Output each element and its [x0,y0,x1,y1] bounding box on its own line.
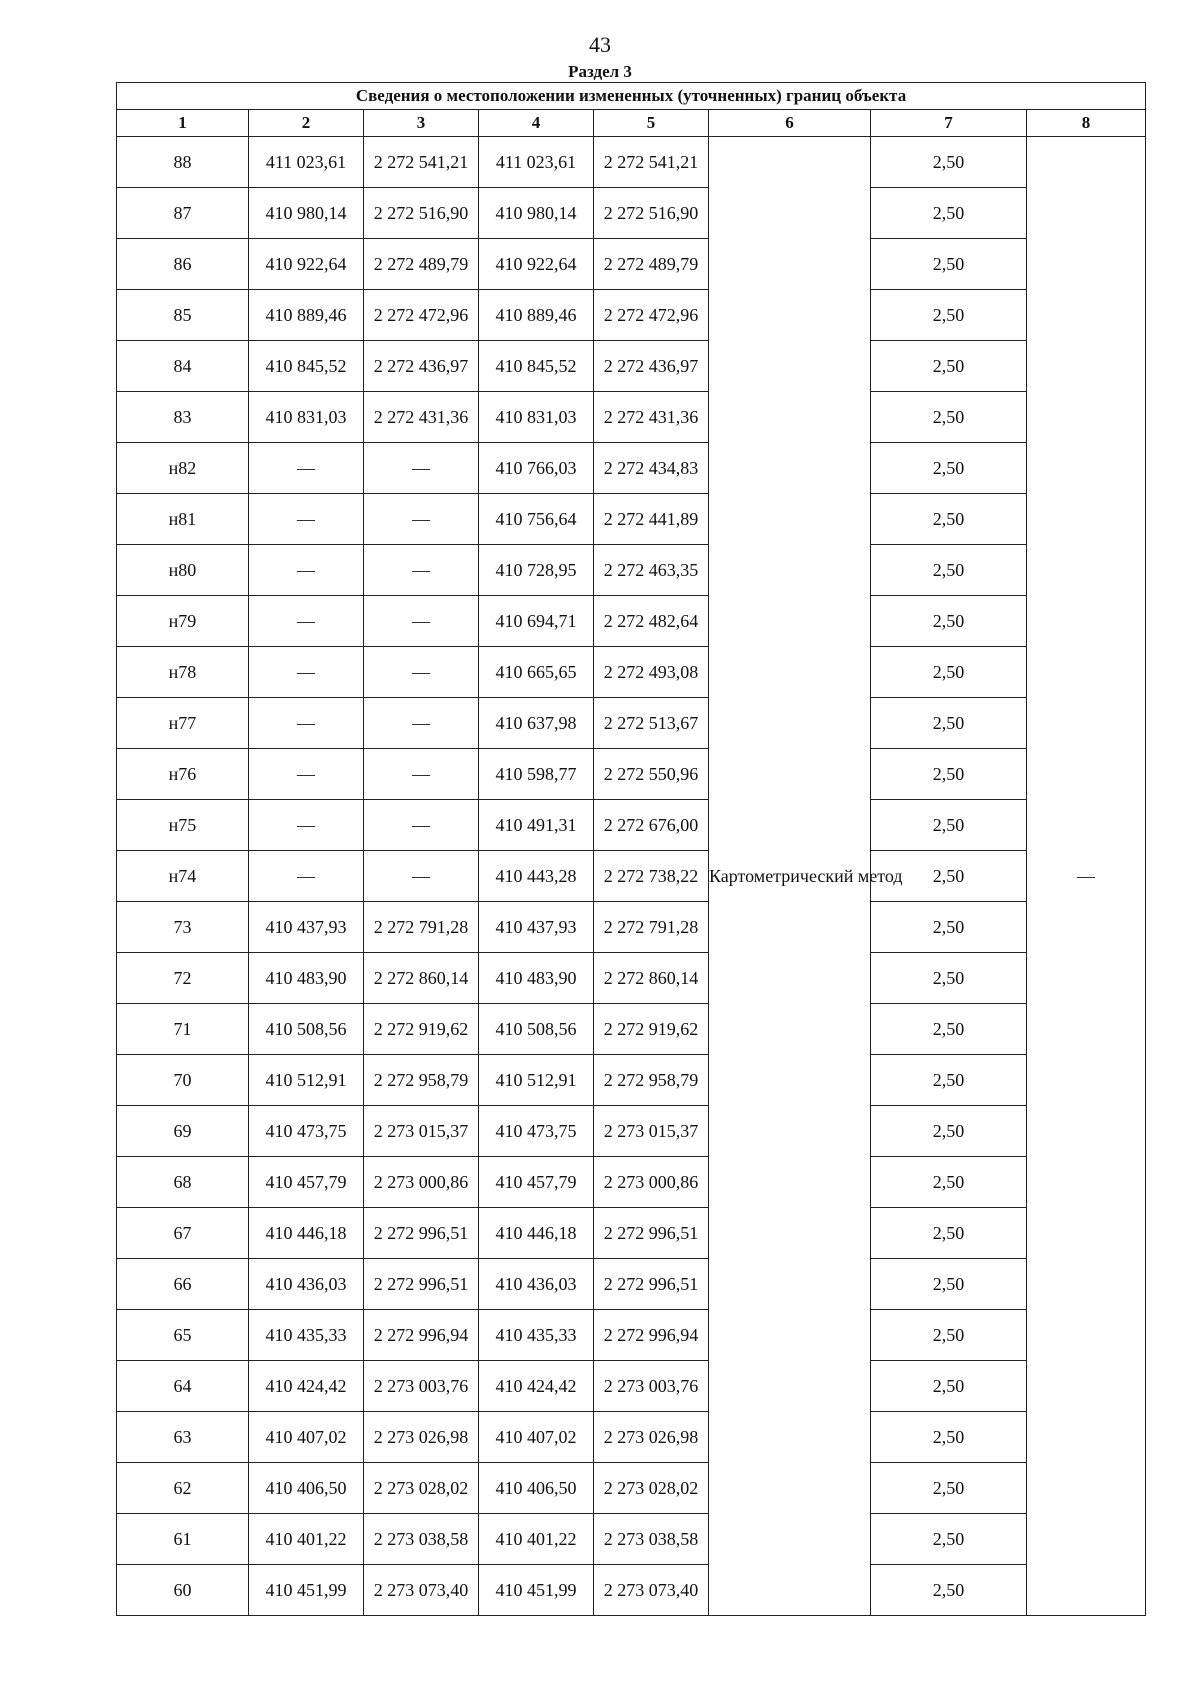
new-x-cell: 410 401,22 [479,1514,594,1565]
point-number-cell: н79 [117,596,249,647]
old-y-cell: 2 272 860,14 [364,953,479,1004]
old-y-cell: 2 272 431,36 [364,392,479,443]
old-y-cell: — [364,647,479,698]
old-y-cell: 2 272 489,79 [364,239,479,290]
new-x-cell: 410 665,65 [479,647,594,698]
old-x-cell: — [249,800,364,851]
table-row [117,596,1146,647]
new-y-cell: 2 272 472,96 [594,290,709,341]
point-number-cell: 61 [117,1514,249,1565]
table-row [117,698,1146,749]
old-y-cell: 2 273 028,02 [364,1463,479,1514]
column-number-header: 5 [594,110,709,137]
point-number-cell: 72 [117,953,249,1004]
point-number-cell: н78 [117,647,249,698]
old-y-cell: 2 273 073,40 [364,1565,479,1616]
new-x-cell: 410 766,03 [479,443,594,494]
boundary-coordinates-table [116,82,1146,1616]
accuracy-cell: 2,50 [871,239,1027,290]
accuracy-cell: 2,50 [871,341,1027,392]
old-y-cell: 2 272 996,51 [364,1208,479,1259]
point-number-cell: 87 [117,188,249,239]
point-number-cell: 67 [117,1208,249,1259]
new-x-cell: 410 436,03 [479,1259,594,1310]
new-x-cell: 410 889,46 [479,290,594,341]
new-x-cell: 410 728,95 [479,545,594,596]
new-x-cell: 410 831,03 [479,392,594,443]
point-number-cell: 86 [117,239,249,290]
accuracy-cell: 2,50 [871,1361,1027,1412]
accuracy-cell: 2,50 [871,1157,1027,1208]
point-number-cell: н80 [117,545,249,596]
old-x-cell: 410 922,64 [249,239,364,290]
new-x-cell: 410 407,02 [479,1412,594,1463]
new-x-cell: 410 508,56 [479,1004,594,1055]
old-x-cell: 410 436,03 [249,1259,364,1310]
point-number-cell: 71 [117,1004,249,1055]
new-x-cell: 410 598,77 [479,749,594,800]
table-row [117,1412,1146,1463]
old-x-cell: 410 407,02 [249,1412,364,1463]
accuracy-cell: 2,50 [871,494,1027,545]
old-y-cell: 2 272 958,79 [364,1055,479,1106]
new-y-cell: 2 272 493,08 [594,647,709,698]
old-y-cell: 2 272 919,62 [364,1004,479,1055]
new-y-cell: 2 273 073,40 [594,1565,709,1616]
column-number-header: 1 [117,110,249,137]
table-row [117,800,1146,851]
accuracy-cell: 2,50 [871,1514,1027,1565]
accuracy-cell: 2,50 [871,188,1027,239]
new-x-cell: 410 922,64 [479,239,594,290]
accuracy-cell: 2,50 [871,953,1027,1004]
accuracy-cell: 2,50 [871,749,1027,800]
table-row [117,953,1146,1004]
point-number-cell: 63 [117,1412,249,1463]
old-x-cell: 410 512,91 [249,1055,364,1106]
point-number-cell: 65 [117,1310,249,1361]
page-number: 43 [589,32,611,57]
new-x-cell: 410 424,42 [479,1361,594,1412]
table-row [117,137,1146,188]
table-row [117,1565,1146,1616]
table-row [117,545,1146,596]
column-8-cell: — [1027,137,1146,1616]
old-y-cell: — [364,596,479,647]
accuracy-cell: 2,50 [871,1004,1027,1055]
old-x-cell: 410 424,42 [249,1361,364,1412]
new-x-cell: 410 637,98 [479,698,594,749]
old-y-cell: 2 272 516,90 [364,188,479,239]
new-x-cell: 410 483,90 [479,953,594,1004]
table-row [117,494,1146,545]
new-y-cell: 2 273 015,37 [594,1106,709,1157]
point-number-cell: 62 [117,1463,249,1514]
accuracy-cell: 2,50 [871,800,1027,851]
new-y-cell: 2 272 996,51 [594,1208,709,1259]
new-x-cell: 410 845,52 [479,341,594,392]
column-number-row [117,110,1146,137]
old-x-cell: — [249,596,364,647]
old-y-cell: 2 272 996,51 [364,1259,479,1310]
table-row [117,1310,1146,1361]
new-x-cell: 410 694,71 [479,596,594,647]
old-y-cell: 2 273 038,58 [364,1514,479,1565]
accuracy-cell: 2,50 [871,1055,1027,1106]
new-x-cell: 410 443,28 [479,851,594,902]
new-y-cell: 2 272 431,36 [594,392,709,443]
old-y-cell: — [364,698,479,749]
column-number-header: 3 [364,110,479,137]
new-x-cell: 410 756,64 [479,494,594,545]
table-row [117,851,1146,902]
old-x-cell: 410 845,52 [249,341,364,392]
new-x-cell: 410 473,75 [479,1106,594,1157]
old-x-cell: — [249,851,364,902]
accuracy-cell: 2,50 [871,1208,1027,1259]
old-x-cell: — [249,545,364,596]
new-x-cell: 410 451,99 [479,1565,594,1616]
old-y-cell: — [364,494,479,545]
table-row [117,647,1146,698]
table-row [117,1106,1146,1157]
table-row [117,1004,1146,1055]
accuracy-cell: 2,50 [871,596,1027,647]
new-y-cell: 2 272 550,96 [594,749,709,800]
point-number-cell: н81 [117,494,249,545]
new-y-cell: 2 273 000,86 [594,1157,709,1208]
new-y-cell: 2 272 463,35 [594,545,709,596]
point-number-cell: 64 [117,1361,249,1412]
new-y-cell: 2 272 513,67 [594,698,709,749]
old-x-cell: 411 023,61 [249,137,364,188]
old-x-cell: 410 483,90 [249,953,364,1004]
old-y-cell: 2 273 000,86 [364,1157,479,1208]
new-y-cell: 2 272 996,94 [594,1310,709,1361]
old-y-cell: 2 272 472,96 [364,290,479,341]
table-row [117,188,1146,239]
old-x-cell: 410 435,33 [249,1310,364,1361]
old-y-cell: — [364,851,479,902]
old-x-cell: 410 457,79 [249,1157,364,1208]
table-row [117,290,1146,341]
old-x-cell: 410 401,22 [249,1514,364,1565]
accuracy-cell: 2,50 [871,290,1027,341]
point-number-cell: 84 [117,341,249,392]
old-y-cell: 2 272 996,94 [364,1310,479,1361]
new-x-cell: 410 512,91 [479,1055,594,1106]
new-y-cell: 2 272 436,97 [594,341,709,392]
accuracy-cell: 2,50 [871,647,1027,698]
method-cell: Картометрический метод [709,137,871,1616]
old-x-cell: — [249,749,364,800]
new-y-cell: 2 272 434,83 [594,443,709,494]
accuracy-cell: 2,50 [871,851,1027,902]
point-number-cell: 60 [117,1565,249,1616]
column-number-header: 2 [249,110,364,137]
old-y-cell: 2 273 026,98 [364,1412,479,1463]
accuracy-cell: 2,50 [871,1310,1027,1361]
point-number-cell: 73 [117,902,249,953]
point-number-cell: 69 [117,1106,249,1157]
old-x-cell: — [249,647,364,698]
old-y-cell: 2 272 541,21 [364,137,479,188]
point-number-cell: 83 [117,392,249,443]
old-y-cell: — [364,800,479,851]
table-caption: Сведения о местоположении измененных (уточненных) границ объекта [117,83,1146,110]
column-number-header: 4 [479,110,594,137]
new-y-cell: 2 272 541,21 [594,137,709,188]
point-number-cell: 85 [117,290,249,341]
new-x-cell: 410 435,33 [479,1310,594,1361]
old-y-cell: 2 272 791,28 [364,902,479,953]
accuracy-cell: 2,50 [871,1412,1027,1463]
accuracy-cell: 2,50 [871,137,1027,188]
point-number-cell: н82 [117,443,249,494]
new-y-cell: 2 273 026,98 [594,1412,709,1463]
old-x-cell: 410 508,56 [249,1004,364,1055]
accuracy-cell: 2,50 [871,902,1027,953]
old-x-cell: 410 451,99 [249,1565,364,1616]
table-row [117,1055,1146,1106]
point-number-cell: н77 [117,698,249,749]
table-row [117,1514,1146,1565]
new-y-cell: 2 272 860,14 [594,953,709,1004]
old-x-cell: — [249,698,364,749]
new-y-cell: 2 272 676,00 [594,800,709,851]
accuracy-cell: 2,50 [871,392,1027,443]
accuracy-cell: 2,50 [871,1565,1027,1616]
point-number-cell: н76 [117,749,249,800]
new-y-cell: 2 272 489,79 [594,239,709,290]
old-y-cell: 2 273 015,37 [364,1106,479,1157]
old-y-cell: 2 273 003,76 [364,1361,479,1412]
old-x-cell: 410 446,18 [249,1208,364,1259]
new-y-cell: 2 272 441,89 [594,494,709,545]
table-body [117,137,1146,1616]
point-number-cell: н75 [117,800,249,851]
old-x-cell: 410 889,46 [249,290,364,341]
new-y-cell: 2 272 958,79 [594,1055,709,1106]
column-number-header: 8 [1027,110,1146,137]
old-x-cell: 410 437,93 [249,902,364,953]
table-row [117,239,1146,290]
old-y-cell: — [364,545,479,596]
table-row [117,341,1146,392]
new-y-cell: 2 272 482,64 [594,596,709,647]
table-row [117,749,1146,800]
accuracy-cell: 2,50 [871,1463,1027,1514]
new-y-cell: 2 272 996,51 [594,1259,709,1310]
new-y-cell: 2 272 516,90 [594,188,709,239]
old-x-cell: 410 980,14 [249,188,364,239]
new-x-cell: 410 491,31 [479,800,594,851]
accuracy-cell: 2,50 [871,1106,1027,1157]
old-x-cell: 410 831,03 [249,392,364,443]
new-x-cell: 410 980,14 [479,188,594,239]
old-x-cell: 410 473,75 [249,1106,364,1157]
new-y-cell: 2 272 919,62 [594,1004,709,1055]
new-y-cell: 2 273 028,02 [594,1463,709,1514]
table-row [117,1208,1146,1259]
column-number-header: 7 [871,110,1027,137]
old-y-cell: 2 272 436,97 [364,341,479,392]
old-x-cell: — [249,443,364,494]
table-row [117,1259,1146,1310]
new-x-cell: 410 446,18 [479,1208,594,1259]
section-title: Раздел 3 [568,62,632,81]
table-row [117,902,1146,953]
accuracy-cell: 2,50 [871,545,1027,596]
column-number-header: 6 [709,110,871,137]
old-y-cell: — [364,749,479,800]
accuracy-cell: 2,50 [871,698,1027,749]
table-row [117,1361,1146,1412]
table-row [117,1157,1146,1208]
old-x-cell: — [249,494,364,545]
new-x-cell: 411 023,61 [479,137,594,188]
point-number-cell: 68 [117,1157,249,1208]
new-x-cell: 410 457,79 [479,1157,594,1208]
old-y-cell: — [364,443,479,494]
new-y-cell: 2 273 003,76 [594,1361,709,1412]
point-number-cell: 66 [117,1259,249,1310]
new-y-cell: 2 273 038,58 [594,1514,709,1565]
new-x-cell: 410 406,50 [479,1463,594,1514]
new-y-cell: 2 272 791,28 [594,902,709,953]
table-row [117,443,1146,494]
accuracy-cell: 2,50 [871,1259,1027,1310]
old-x-cell: 410 406,50 [249,1463,364,1514]
new-x-cell: 410 437,93 [479,902,594,953]
point-number-cell: н74 [117,851,249,902]
new-y-cell: 2 272 738,22 [594,851,709,902]
point-number-cell: 88 [117,137,249,188]
table-row [117,1463,1146,1514]
point-number-cell: 70 [117,1055,249,1106]
table-row [117,392,1146,443]
accuracy-cell: 2,50 [871,443,1027,494]
